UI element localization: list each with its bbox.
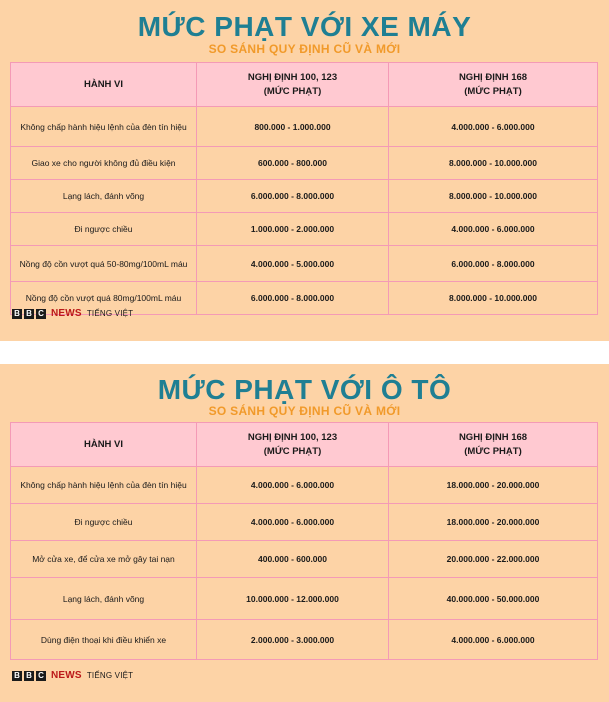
table-header-row [11,63,598,107]
behavior-cell: Giao xe cho người không đủ điều kiện [11,147,197,180]
table-row [11,246,598,282]
new-fine-cell: 20.000.000 - 22.000.000 [389,541,598,578]
old-fine-cell: 400.000 - 600.000 [197,541,389,578]
motorbike-subtitle: SO SÁNH QUY ĐỊNH CŨ VÀ MỚI [208,42,401,56]
brand-lang-text: TIẾNG VIỆT [86,309,134,318]
behavior-cell: Nồng độ cồn vượt quá 80mg/100mL máu [11,282,197,315]
brand-news-text: NEWS [51,308,82,319]
header-new-line2: (MỨC PHẠT) [464,85,522,97]
car-panel [0,364,609,702]
table-row [11,180,598,213]
old-fine-cell: 1.000.000 - 2.000.000 [197,213,389,246]
behavior-cell: Không chấp hành hiệu lệnh của đèn tín hiệu [11,107,197,147]
old-fine-cell: 6.000.000 - 8.000.000 [197,282,389,315]
old-fine-cell: 6.000.000 - 8.000.000 [197,180,389,213]
header-old-line2: (MỨC PHẠT) [263,85,322,97]
header-new-line2: (MỨC PHẠT) [464,445,522,457]
header-new-line1: NGHỊ ĐỊNH 168 [458,71,528,83]
new-fine-cell: 4.000.000 - 6.000.000 [389,107,598,147]
behavior-cell: Đi ngược chiều [11,213,197,246]
new-fine-cell: 18.000.000 - 20.000.000 [389,467,598,504]
new-fine-cell: 40.000.000 - 50.000.000 [389,578,598,620]
motorbike-title: MỨC PHẠT VỚI XE MÁY [137,11,472,42]
behavior-cell: Không chấp hành hiệu lệnh của đèn tín hiệu [11,467,197,504]
header-behavior: HÀNH VI [11,63,197,107]
old-fine-cell: 4.000.000 - 6.000.000 [197,504,389,541]
bbc-letter-c: C [36,309,46,319]
old-fine-cell: 800.000 - 1.000.000 [197,107,389,147]
table-row [11,467,598,504]
header-new-decree [389,423,598,467]
table-row [11,147,598,180]
new-fine-cell: 6.000.000 - 8.000.000 [389,246,598,282]
behavior-cell: Nồng độ cồn vượt quá 50-80mg/100mL máu [11,246,197,282]
brand-news-text: NEWS [51,670,82,681]
old-fine-cell: 4.000.000 - 6.000.000 [197,467,389,504]
car-title: MỨC PHẠT VỚI Ô TÔ [157,374,452,405]
new-fine-cell: 8.000.000 - 10.000.000 [389,147,598,180]
behavior-cell: Lạng lách, đánh võng [11,578,197,620]
header-old-line1: NGHỊ ĐỊNH 100, 123 [247,71,338,83]
table-row [11,620,598,660]
behavior-cell: Dùng điện thoại khi điều khiển xe [11,620,197,660]
old-fine-cell: 600.000 - 800.000 [197,147,389,180]
new-fine-cell: 4.000.000 - 6.000.000 [389,620,598,660]
bbc-letter-b2: B [24,671,34,681]
new-fine-cell: 8.000.000 - 10.000.000 [389,180,598,213]
brand-lang-text: TIẾNG VIỆT [86,671,134,680]
table-row [11,213,598,246]
new-fine-cell: 18.000.000 - 20.000.000 [389,504,598,541]
table-row [11,541,598,578]
new-fine-cell: 4.000.000 - 6.000.000 [389,213,598,246]
table-row [11,578,598,620]
bbc-news-logo [12,308,133,319]
bbc-letter-b2: B [24,309,34,319]
header-new-decree [389,63,598,107]
header-old-line1: NGHỊ ĐỊNH 100, 123 [247,431,338,443]
car-subtitle: SO SÁNH QUY ĐỊNH CŨ VÀ MỚI [208,404,401,418]
header-old-decree [197,423,389,467]
table-row [11,504,598,541]
bbc-letter-b1: B [12,309,22,319]
header-old-decree [197,63,389,107]
old-fine-cell: 4.000.000 - 5.000.000 [197,246,389,282]
bbc-letter-c: C [36,671,46,681]
car-fines-table [10,422,598,660]
behavior-cell: Mở cửa xe, để cửa xe mở gây tai nạn [11,541,197,578]
motorbike-panel [0,0,609,341]
old-fine-cell: 10.000.000 - 12.000.000 [197,578,389,620]
table-header-row [11,423,598,467]
new-fine-cell: 8.000.000 - 10.000.000 [389,282,598,315]
behavior-cell: Đi ngược chiều [11,504,197,541]
header-behavior: HÀNH VI [11,423,197,467]
header-new-line1: NGHỊ ĐỊNH 168 [458,431,528,443]
old-fine-cell: 2.000.000 - 3.000.000 [197,620,389,660]
table-row [11,107,598,147]
header-old-line2: (MỨC PHẠT) [263,445,322,457]
motorbike-fines-table [10,62,598,315]
bbc-news-logo [12,670,133,681]
behavior-cell: Lạng lách, đánh võng [11,180,197,213]
bbc-letter-b1: B [12,671,22,681]
